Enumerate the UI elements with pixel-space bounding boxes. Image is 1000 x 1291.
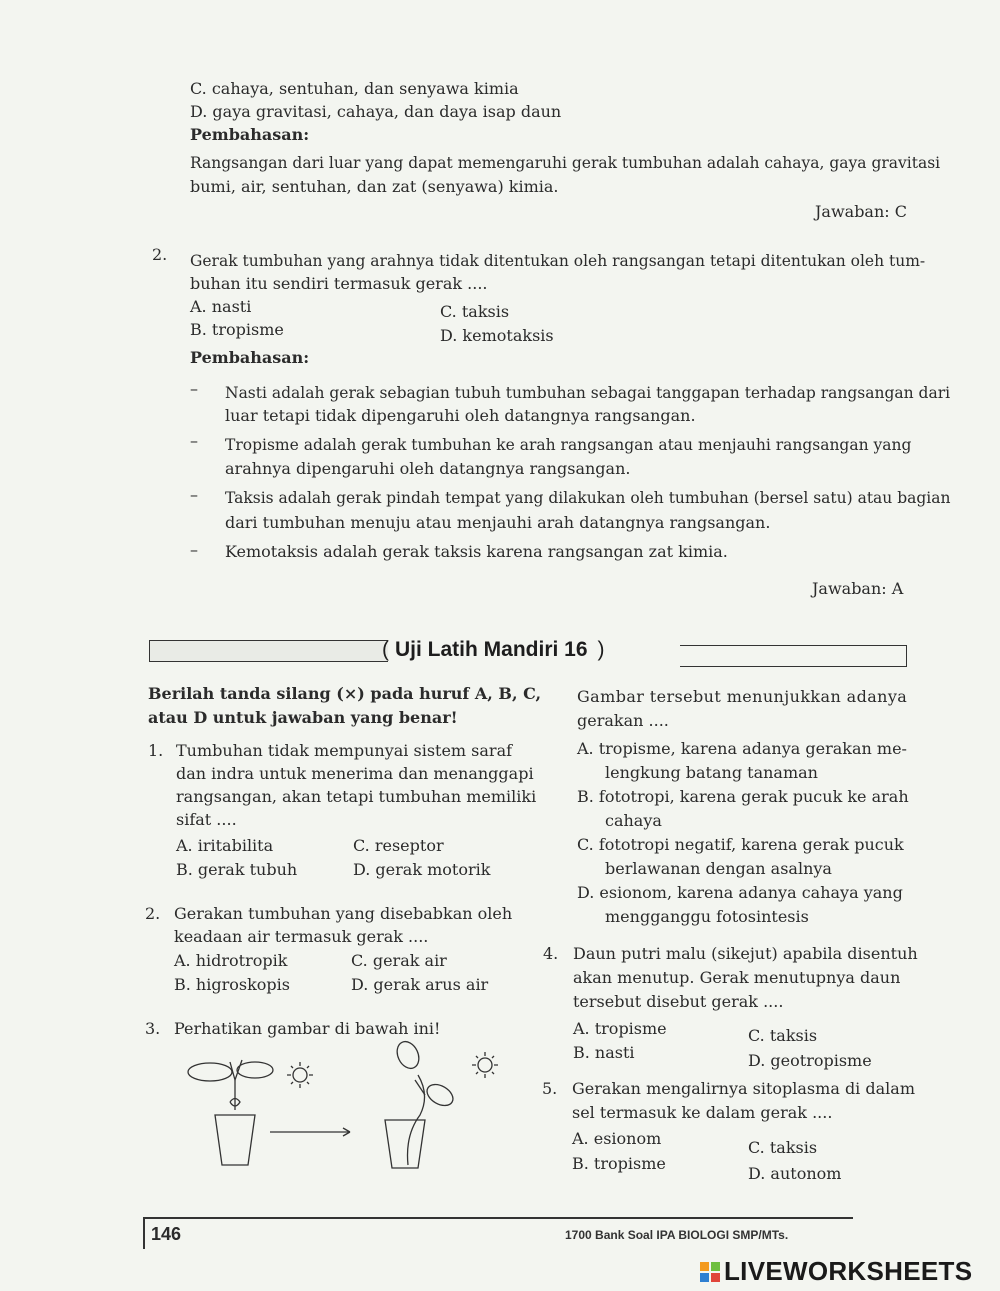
ex-q3-option-a[interactable]: A. tropisme, karena adanya gerakan me- [577,739,907,758]
prev-option-c: C. cahaya, sentuhan, dan senyawa kimia [190,79,519,98]
prev-option-d: D. gaya gravitasi, cahaya, dan daya isap daun [190,102,562,121]
q2-line1: Gerak tumbuhan yang arahnya tidak ditentukan oleh rangsangan tetapi ditentukan oleh tum- [190,252,926,270]
brand-text: LIVEWORKSHEETS [724,1256,973,1286]
q2-option-d: D. kemotaksis [440,326,554,345]
section-bar-left [149,640,388,662]
q2-option-b: B. tropisme [190,320,284,339]
bullet-3-line2: dari tumbuhan menuju atau menjauhi arah datangnya rangsangan. [225,513,771,532]
ex-q2-line: Gerakan tumbuhan yang disebabkan oleh [174,904,513,923]
pot-icon [215,1115,255,1165]
sun-icon [478,1058,492,1072]
section-title: ( Uji Latih Mandiri 16 ) [382,638,605,661]
ex-q3-line: Perhatikan gambar di bawah ini! [174,1019,441,1038]
bullet-3-line1: Taksis adalah gerak pindah tempat yang dilakukan oleh tumbuhan (bersel satu) atau bagian [225,489,951,507]
bullet-mark: – [190,431,198,450]
ex-q2-option-d[interactable]: D. gerak arus air [351,975,489,994]
book-title: 1700 Bank Soal IPA BIOLOGI SMP/MTs. [565,1228,789,1242]
prev-discussion-label: Pembahasan: [190,125,310,144]
ex-q3-option-b[interactable]: B. fototropi, karena gerak pucuk ke arah [577,787,909,806]
ex-q1-option-c[interactable]: C. reseptor [353,836,444,855]
ex-q4-option-c[interactable]: C. taksis [748,1026,818,1045]
ex-q3-option-d-cont: mengganggu fotosintesis [605,907,809,926]
ex-q5-option-a[interactable]: A. esionom [572,1129,662,1148]
ex-q1-line: Tumbuhan tidak mempunyai sistem saraf [176,741,513,760]
bullet-4-line1: Kemotaksis adalah gerak taksis karena rangsangan zat kimia. [225,542,728,561]
ex-q1-option-a[interactable]: A. iritabilita [176,836,274,855]
ex-q4-number: 4. [543,944,559,963]
ex-q4-line: tersebut disebut gerak .... [573,992,784,1011]
liveworksheets-watermark [700,1256,972,1287]
ex-q3-option-c-cont: berlawanan dengan asalnya [605,859,832,878]
ex-q2-number: 2. [145,904,161,923]
ex-q5-number: 5. [542,1079,558,1098]
bullet-2-line2: arahnya dipengaruhi oleh datangnya rangsangan. [225,459,631,478]
ex-q4-line: Daun putri malu (sikejut) apabila disentuh [573,944,918,963]
liveworksheets-logo-icon [700,1262,720,1282]
footer-rule [143,1217,853,1219]
ex-q4-option-d[interactable]: D. geotropisme [748,1051,872,1070]
q2-discussion-label: Pembahasan: [190,348,310,367]
bullet-mark: – [190,485,198,504]
ex-q1-number: 1. [148,741,164,760]
prev-answer: Jawaban: C [815,202,907,221]
q2-number: 2. [152,245,168,264]
ex-q3-option-d[interactable]: D. esionom, karena adanya cahaya yang [577,883,903,902]
prev-discussion-line2: bumi, air, sentuhan, dan zat (senyawa) kimia. [190,177,559,196]
sun-icon [293,1068,307,1082]
ex-q3-option-a-cont: lengkung batang tanaman [605,763,818,782]
ex-q1-line: dan indra untuk menerima dan menanggapi [176,764,534,783]
pot-icon [385,1120,425,1168]
ex-q5-option-c[interactable]: C. taksis [748,1138,818,1157]
prev-discussion-line1: Rangsangan dari luar yang dapat memengaruhi gerak tumbuhan adalah cahaya, gaya gravitasi [190,154,941,172]
page-number: 146 [151,1224,182,1244]
ex-q5-line: Gerakan mengalirnya sitoplasma di dalam [572,1079,915,1098]
ex-q3-cont-line2: gerakan .... [577,711,669,730]
ex-q1-option-b[interactable]: B. gerak tubuh [176,860,298,879]
q2-option-a: A. nasti [190,297,252,316]
ex-q4-option-b[interactable]: B. nasti [573,1043,635,1062]
ex-q3-number: 3. [145,1019,161,1038]
leaf-icon [423,1080,456,1110]
leaf-icon [188,1063,232,1081]
ex-q3-option-b-cont: cahaya [605,811,662,830]
leaf-icon [393,1040,423,1072]
instruction-line1: Berilah tanda silang (×) pada huruf A, B, C, [148,684,542,703]
ex-q2-option-b[interactable]: B. higroskopis [174,975,290,994]
ex-q2-option-a[interactable]: A. hidrotropik [174,951,288,970]
footer-rule-vertical [143,1219,145,1249]
plant-phototropism-illustration [180,1040,510,1180]
bullet-2-line1: Tropisme adalah gerak tumbuhan ke arah rangsangan atau menjauhi rangsangan yang [225,436,912,454]
section-bar-right [680,645,907,667]
ex-q1-line: sifat .... [176,810,237,829]
q2-line2: buhan itu sendiri termasuk gerak .... [190,274,488,293]
ex-q4-option-a[interactable]: A. tropisme [573,1019,667,1038]
ex-q1-option-d[interactable]: D. gerak motorik [353,860,491,879]
ex-q1-line: rangsangan, akan tetapi tumbuhan memiliki [176,787,537,806]
ex-q4-line: akan menutup. Gerak menutupnya daun [573,968,901,987]
bullet-mark: – [190,379,198,398]
leaf-icon [237,1062,273,1078]
bullet-mark: – [190,540,198,559]
ex-q2-line: keadaan air termasuk gerak .... [174,927,429,946]
ex-q5-line: sel termasuk ke dalam gerak .... [572,1103,833,1122]
ex-q3-cont-line1: Gambar tersebut menunjukkan adanya [577,687,908,706]
bullet-1-line1: Nasti adalah gerak sebagian tubuh tumbuhan sebagai tanggapan terhadap rangsangan dari [225,384,951,402]
q2-option-c: C. taksis [440,302,510,321]
instruction-line2: atau D untuk jawaban yang benar! [148,708,458,727]
ex-q2-option-c[interactable]: C. gerak air [351,951,447,970]
ex-q5-option-d[interactable]: D. autonom [748,1164,842,1183]
ex-q5-option-b[interactable]: B. tropisme [572,1154,666,1173]
q2-answer: Jawaban: A [812,579,904,598]
ex-q3-option-c[interactable]: C. fototropi negatif, karena gerak pucuk [577,835,904,854]
bullet-1-line2: luar tetapi tidak dipengaruhi oleh datangnya rangsangan. [225,406,696,425]
